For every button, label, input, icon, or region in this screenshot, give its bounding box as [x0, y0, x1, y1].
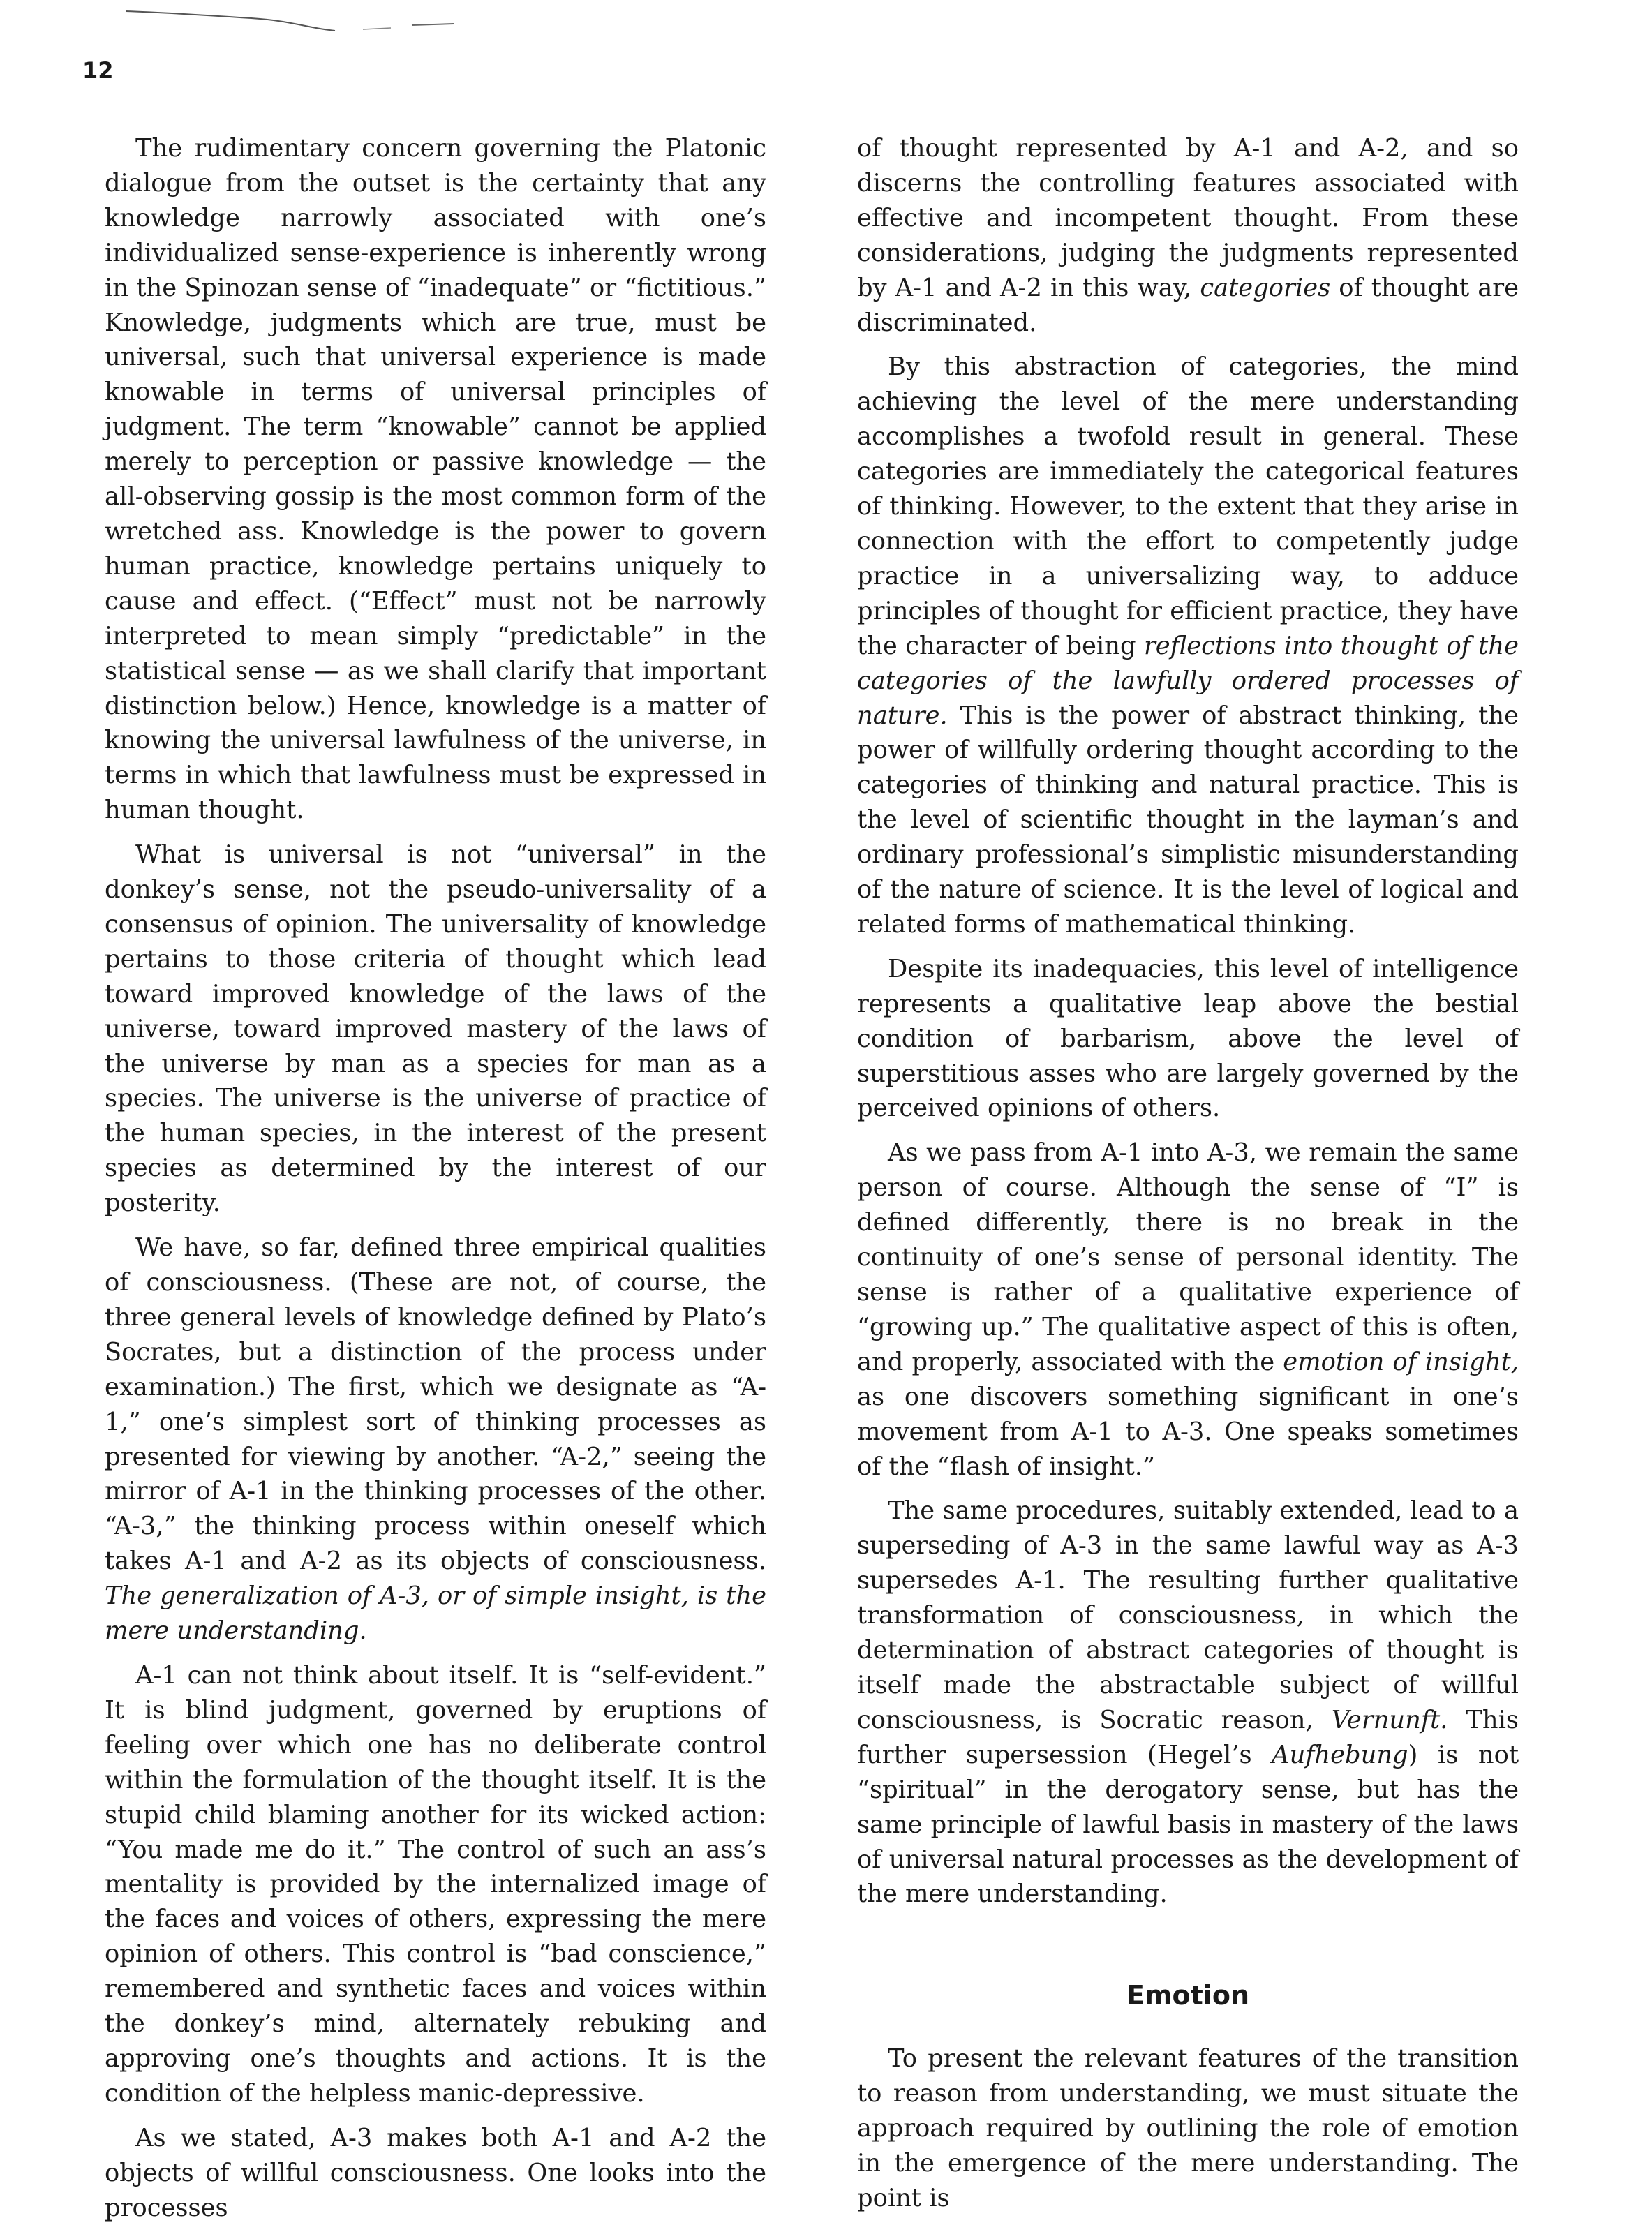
italic-text: Vernunft.: [1331, 1705, 1448, 1734]
paragraph: To present the relevant features of the transition to reason from understanding, we must situate the approach required by outlining the role of emotion in the emergence of the mere understanding. The point is: [857, 2044, 1519, 2212]
section-heading: Emotion: [1126, 1980, 1249, 2011]
italic-text: reflections into thought of the categories of the lawfully ordered processes of nature.: [857, 631, 1519, 730]
paragraph: A-1 can not think about itself. It is “self-evident.” It is blind judgment, governed by eruptions of feeling over which one has no deliberate control within the formulation of the thought itself. It is the stupid child blaming another for its wicked action: “You made me do it.” The control of such an ass’s mentality is provided by the internalized image of the faces and voices of others, expressing the mere opinion of others. This control is “bad conscience,” remembered and synthetic faces and voices within the donkey’s mind, alternately rebuking and approving one’s thoughts and actions. It is the condition of the helpless manic-depressive.: [105, 1660, 766, 2108]
paragraph: What is universal is not “universal” in the donkey’s sense, not the pseudo-universality of a consensus of opinion. The universality of knowledge pertains to those criteria of thought which lead toward improved knowledge of the laws of the universe, toward improved mastery of the laws of the universe by man as a species for man as a species. The universe is the universe of practice of the human species, in the interest of the present species as determined by the interest of our posterity.: [105, 840, 766, 1218]
left-column: [105, 131, 766, 2225]
paragraph: The same procedures, suitably extended, lead to a superseding of A-3 in the same lawful way as A-3 supersedes A-1. The resulting further qualitative transformation of consciousness, in which the determination of abstract categories of thought is itself made the abstractable subject of willful consciousness, is Socratic reason, Vernunft. This further supersession (Hegel’s Aufhebung) is not “spiritual” in the derogatory sense, but has the same principle of lawful basis in mastery of the laws of universal natural processes as the development of the mere understanding.: [857, 1496, 1519, 1909]
page-number: 12: [82, 57, 114, 84]
paragraph: By this abstraction of categories, the mind achieving the level of the mere understanding accomplishes a twofold result in general. These categories are immediately the categorical features of thinking. However, to the extent that they arise in connection with the effort to competently judge practice in a universalizing way, to adduce principles of thought for efficient practice, they have the character of being reflections into thought of the categories of the lawfully ordered processes of nature. This is the power of abstract thinking, the power of willfully ordering thought according to the categories of thinking and natural practice. This is the level of scientific thought in the layman’s and ordinary professional’s simplistic misunderstanding of the nature of science. It is the level of logical and related forms of mathematical thinking.: [857, 352, 1519, 939]
right-column: [857, 131, 1519, 2216]
paragraph: The rudimentary concern governing the Platonic dialogue from the outset is the certainty that any knowledge narrowly associated with one’s individualized sense-experience is inherently wrong in the Spinozan sense of “inadequate” or “fictitious.” Knowledge, judgments which are true, must be universal, such that universal experience is made knowable in terms of universal principles of judgment. The term “knowable” cannot be applied merely to perception or passive knowledge — the all-observing gossip is the most common form of the wretched ass. Knowledge is the power to govern human practice, knowledge pertains uniquely to cause and effect. (“Effect” must not be narrowly interpreted to mean simply “predictable” in the statistical sense — as we shall clarify that important distinction below.) Hence, knowledge is a matter of knowing the universal lawfulness of the universe, in terms in which that lawfulness must be expressed in human thought.: [105, 134, 766, 825]
paragraph: We have, so far, defined three empirical qualities of consciousness. (These are not, of course, the three general levels of knowledge defined by Plato’s Socrates, but a distinction of the process under examination.) The first, which we designate as “A-1,” one’s simplest sort of thinking processes as presented for viewing by another. “A-2,” seeing the mirror of A-1 in the thinking processes of the other. “A-3,” the thinking process within oneself which takes A-1 and A-2 as its objects of consciousness. The generalization of A-3, or of simple insight, is the mere understanding.: [105, 1233, 766, 1646]
scan-artifact-mark: [126, 10, 475, 38]
paragraph: Despite its inadequacies, this level of intelligence represents a qualitative leap above the bestial condition of barbarism, above the level of superstitious asses who are largely governed by the perceived opinions of others.: [857, 954, 1519, 1123]
paragraph-continued: of thought represented by A-1 and A-2, and so discerns the controlling features associated with effective and incompetent thought. From these considerations, judging the judgments represented by A-1 and A-2 in this way, categories of thought are discriminated.: [857, 134, 1519, 337]
italic-text: categories: [1200, 273, 1331, 302]
paragraph: As we stated, A-3 makes both A-1 and A-2 the objects of willful consciousness. One looks into the processes: [105, 2123, 766, 2222]
italic-text: emotion of insight,: [1283, 1347, 1519, 1376]
italic-text: The generalization of A-3, or of simple insight, is the mere understanding.: [105, 1582, 766, 1646]
paragraph: As we pass from A-1 into A-3, we remain the same person of course. Although the sense of “I” is defined differently, there is no break in the continuity of one’s sense of personal identity. The sense is rather of a qualitative experience of “growing up.” The qualitative aspect of this is often, and properly, associated with the emotion of insight, as one discovers something significant in one’s movement from A-1 to A-3. One speaks sometimes of the “flash of insight.”: [857, 1138, 1519, 1481]
italic-text: Aufhebung: [1272, 1740, 1408, 1769]
